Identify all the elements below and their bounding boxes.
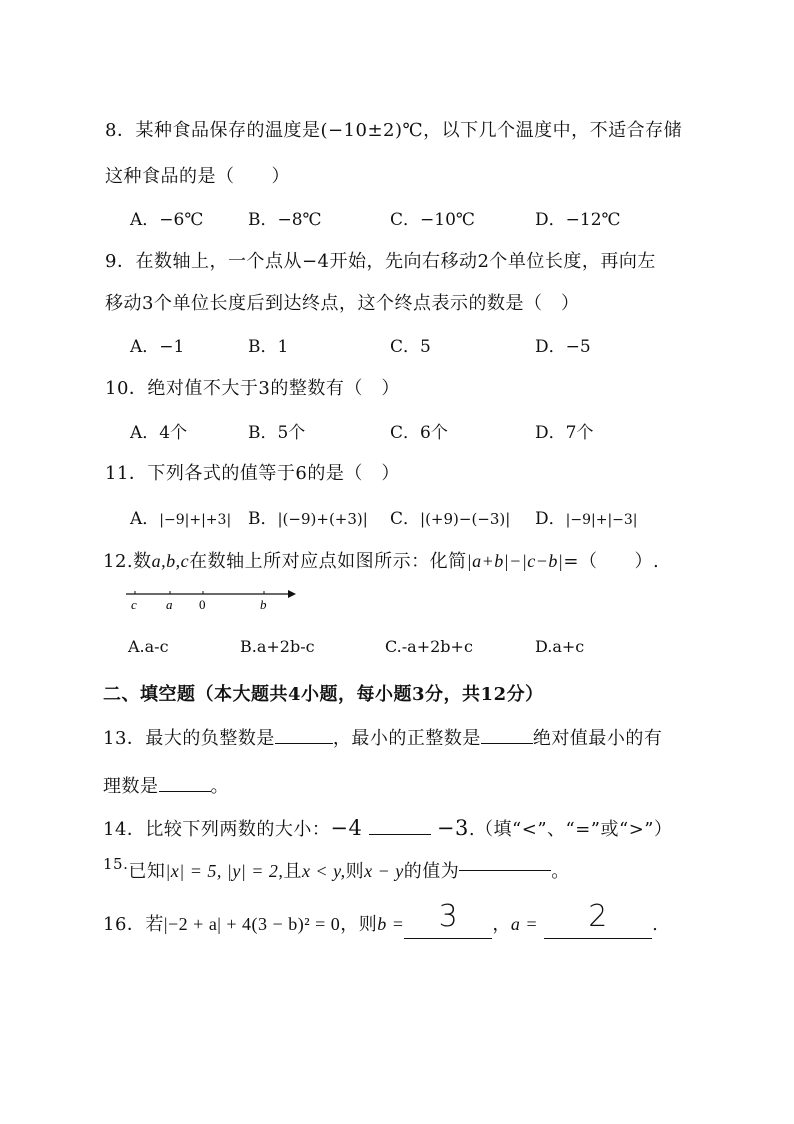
- label-0: 0: [199, 597, 206, 612]
- q9-option-d: D．−5: [535, 337, 591, 357]
- label-c: c: [131, 597, 137, 612]
- q16-prefix: 16．若: [103, 914, 164, 935]
- q9-option-b: B．1: [248, 337, 289, 357]
- q11-option-d-expr: |−9|+|−3|: [565, 512, 638, 528]
- q12-number-line: [120, 580, 300, 612]
- q12-option-c: C.-a+2b+c: [385, 637, 473, 656]
- q11-option-b-letter: B．: [248, 509, 278, 529]
- q13-line2a: 理数是: [103, 776, 159, 797]
- q15-text-c: 则: [345, 861, 365, 882]
- q14-left: −4: [330, 816, 363, 840]
- q16-blank-b[interactable]: [404, 899, 492, 939]
- q13-part1: 13．最大的负整数是: [103, 728, 275, 749]
- q8-option-c: C．−10℃: [390, 210, 475, 230]
- q13-blank-3[interactable]: [159, 791, 211, 792]
- q8-line1: 8．某种食品保存的温度是(−10±2)℃，以下几个温度中，不适合存储: [105, 120, 683, 141]
- q12-text-b: 在数轴上所对应点如图所示：化简: [189, 551, 467, 572]
- q15-num: 15.: [103, 855, 129, 873]
- q15-text-a: 已知: [128, 861, 166, 882]
- q11-line1: 11．下列各式的值等于6的是（ ）: [105, 463, 400, 484]
- q15-line: [103, 857, 570, 883]
- q14-prefix: 14．比较下列两数的大小：: [103, 819, 331, 840]
- q13-part2: ，最小的正整数是: [332, 728, 481, 749]
- q14-line: [103, 815, 673, 841]
- q10-option-a: A．4个: [130, 423, 188, 443]
- q12-vars: a,b,c: [151, 551, 190, 571]
- q16-answer-b: 3: [438, 899, 459, 934]
- q12-option-a: A.a-c: [128, 637, 169, 656]
- q16-text-b: ，则: [340, 914, 378, 935]
- q15-text-d: 的值为: [403, 861, 460, 882]
- q12-line1: [103, 547, 659, 573]
- q11-option-a: [130, 504, 231, 529]
- q9-option-a: A．−1: [130, 337, 185, 357]
- q12-text-a: 数: [133, 551, 152, 572]
- q15-text-b: 且: [283, 861, 302, 882]
- q13-part3: 绝对值最小的有: [532, 728, 663, 749]
- q11-option-d-letter: D．: [535, 509, 566, 529]
- q14-right: −3: [436, 816, 469, 840]
- q15-cond: |x| = 5, |y| = 2,: [165, 861, 284, 881]
- q10-option-c: C．6个: [390, 423, 448, 443]
- q16-end: .: [652, 914, 659, 935]
- q15-expr: x − y: [364, 861, 404, 881]
- q10-line1: 10．绝对值不大于3的整数有（ ）: [105, 378, 400, 399]
- q10-option-b: B．5个: [248, 423, 306, 443]
- q8-line2: 这种食品的是（ ）: [105, 166, 290, 187]
- q16-blank-a[interactable]: [544, 899, 652, 939]
- q13-line1: [103, 724, 662, 750]
- q16-expr: |−2 + a| + 4(3 − b)² = 0: [163, 914, 341, 934]
- q15-cond2: x < y,: [301, 861, 346, 881]
- q12-option-d: D.a+c: [535, 637, 585, 656]
- q16-var-a: a =: [510, 914, 539, 934]
- q11-option-c: [390, 504, 510, 529]
- label-a: a: [166, 597, 173, 612]
- q10-option-d: D．7个: [535, 423, 594, 443]
- q8-option-b: B．−8℃: [248, 210, 322, 230]
- q11-option-a-expr: |−9|+|+3|: [159, 512, 232, 528]
- q11-option-b: [248, 504, 368, 529]
- q14-suffix: .（填“<”、“=”或“>”）: [468, 819, 673, 840]
- q8-option-d: D．−12℃: [535, 210, 621, 230]
- q16-answer-a: 2: [588, 899, 608, 934]
- q14-blank[interactable]: [369, 834, 431, 835]
- q12-expr: |a+b|−|c−b|: [466, 551, 564, 571]
- q11-option-c-expr: |(+9)−(−3)|: [420, 510, 511, 528]
- q13-line2b: 。: [210, 776, 229, 797]
- q12-suffix: =（ ）.: [563, 551, 660, 572]
- q11-option-d: [535, 504, 638, 529]
- q9-option-c: C．5: [390, 337, 431, 357]
- section2-title: 二、填空题（本大题共4小题，每小题3分，共12分）: [103, 684, 544, 705]
- q13-blank-1[interactable]: [275, 743, 333, 744]
- q15-blank[interactable]: [459, 870, 551, 871]
- q9-line1: 9．在数轴上，一个点从−4开始，先向右移动2个单位长度，再向左: [105, 251, 656, 272]
- label-b: b: [260, 597, 267, 612]
- number-line-arrow: [288, 590, 296, 598]
- q15-end: 。: [551, 861, 570, 882]
- q11-option-a-letter: A．: [130, 509, 160, 529]
- q13-line2: [103, 772, 229, 798]
- q16-var-b: b =: [377, 914, 405, 934]
- q13-blank-2[interactable]: [481, 743, 533, 744]
- q12-option-b: B.a+2b-c: [240, 637, 315, 656]
- q16-line: [103, 899, 659, 939]
- q11-option-c-letter: C．: [390, 509, 421, 529]
- q8-option-a: A．−6℃: [130, 210, 204, 230]
- q16-sep: ，: [492, 914, 511, 935]
- q9-line2: 移动3个单位长度后到达终点，这个终点表示的数是（ ）: [105, 293, 580, 314]
- q12-prefix: 12.: [103, 551, 134, 572]
- q11-option-b-expr: |(−9)+(+3)|: [277, 510, 368, 528]
